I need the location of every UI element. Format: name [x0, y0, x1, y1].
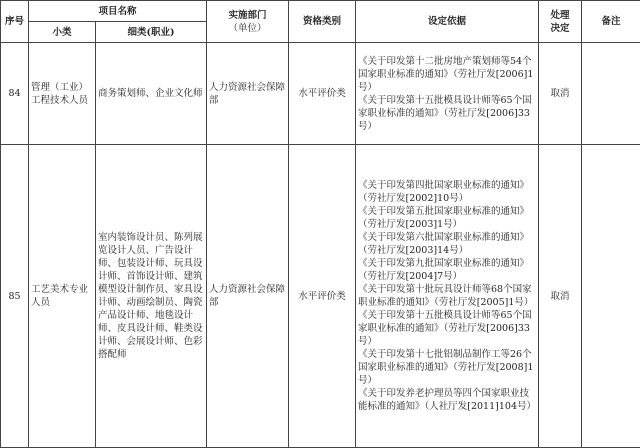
header-decision — [539, 1, 582, 43]
row-qual-type: 水平评价类 — [289, 145, 356, 448]
basis-item: 《关于印发第四批国家职业标准的通知》（劳社厅发[2002]10号） — [358, 180, 530, 204]
header-dept — [207, 1, 289, 43]
row-subcategory: 管理（工业）工程技术人员 — [29, 43, 96, 145]
row-dept: 人力资源社会保障部 — [207, 43, 289, 145]
row-detail: 商务策划师、企业文化师 — [96, 43, 207, 145]
row-basis — [356, 145, 539, 448]
header-seq: 序号 — [1, 1, 29, 43]
header-dept-label: 实施部门 — [228, 9, 267, 21]
header-dept-unit: （单位） — [228, 22, 267, 34]
header-decision-line1: 处理 — [550, 9, 570, 21]
row-dept: 人力资源社会保障部 — [207, 145, 289, 448]
header-qual-type: 资格类别 — [289, 1, 356, 43]
basis-item: 《关于印发第十七批铝制品制作工等26个国家职业标准的通知》（劳社厅发[2008]1号） — [358, 349, 534, 386]
row-seq: 85 — [1, 145, 29, 448]
basis-item: 《关于印发第十五批模具设计师等65个国家职业标准的通知》（劳社厅发[2006]33号） — [358, 310, 532, 347]
basis-item: 《关于印发第六批国家职业标准的通知》（劳社厅发[2003]14号） — [358, 232, 530, 256]
basis-item: 《关于印发第十二批房地产策划师等54个国家职业标准的通知》（劳社厅发[2006]1号） — [358, 55, 534, 93]
row-remarks — [582, 43, 640, 145]
row-detail: 室内装饰设计员、陈列展览设计人员、广告设计师、包装设计师、玩具设计师、首饰设计师、建筑模型设计制作员、家具设计师、动画绘制员、陶瓷产品设计师、地毯设计师、皮具设计师、鞋类设计师、会展设计师、色彩搭配师 — [96, 145, 207, 448]
row-decision: 取消 — [539, 43, 582, 145]
basis-item: 《关于印发第十五批模具设计师等65个国家职业标准的通知》（劳社厅发[2006]33号） — [358, 94, 532, 132]
basis-item: 《关于印发养老护理员等四个国家职业技能标准的通知》（人社厅发[2011]104号） — [358, 388, 536, 412]
row-basis — [356, 43, 539, 145]
row-subcategory: 工艺美术专业人员 — [29, 145, 96, 448]
header-basis: 设定依据 — [356, 1, 539, 43]
header-decision-line2: 决定 — [550, 22, 570, 34]
header-subcategory: 小类 — [29, 22, 96, 43]
header-remarks: 备注 — [582, 1, 640, 43]
basis-item: 《关于印发第九批国家职业标准的通知》（劳社厅发[2004]7号） — [358, 258, 530, 282]
row-seq: 84 — [1, 43, 29, 145]
row-decision: 取消 — [539, 145, 582, 448]
table-row — [1, 43, 640, 145]
basis-item: 《关于印发第五批国家职业标准的通知》（劳社厅发[2003]1号） — [358, 206, 530, 230]
row-remarks — [582, 145, 640, 448]
row-qual-type: 水平评价类 — [289, 43, 356, 145]
table-row — [1, 145, 640, 448]
header-detail: 细类(职业) — [96, 22, 207, 43]
basis-item: 《关于印发第十批玩具设计师等68个国家职业标准的通知》（劳社厅发[2005]1号） — [358, 284, 534, 308]
header-project: 项目名称 — [29, 1, 207, 22]
